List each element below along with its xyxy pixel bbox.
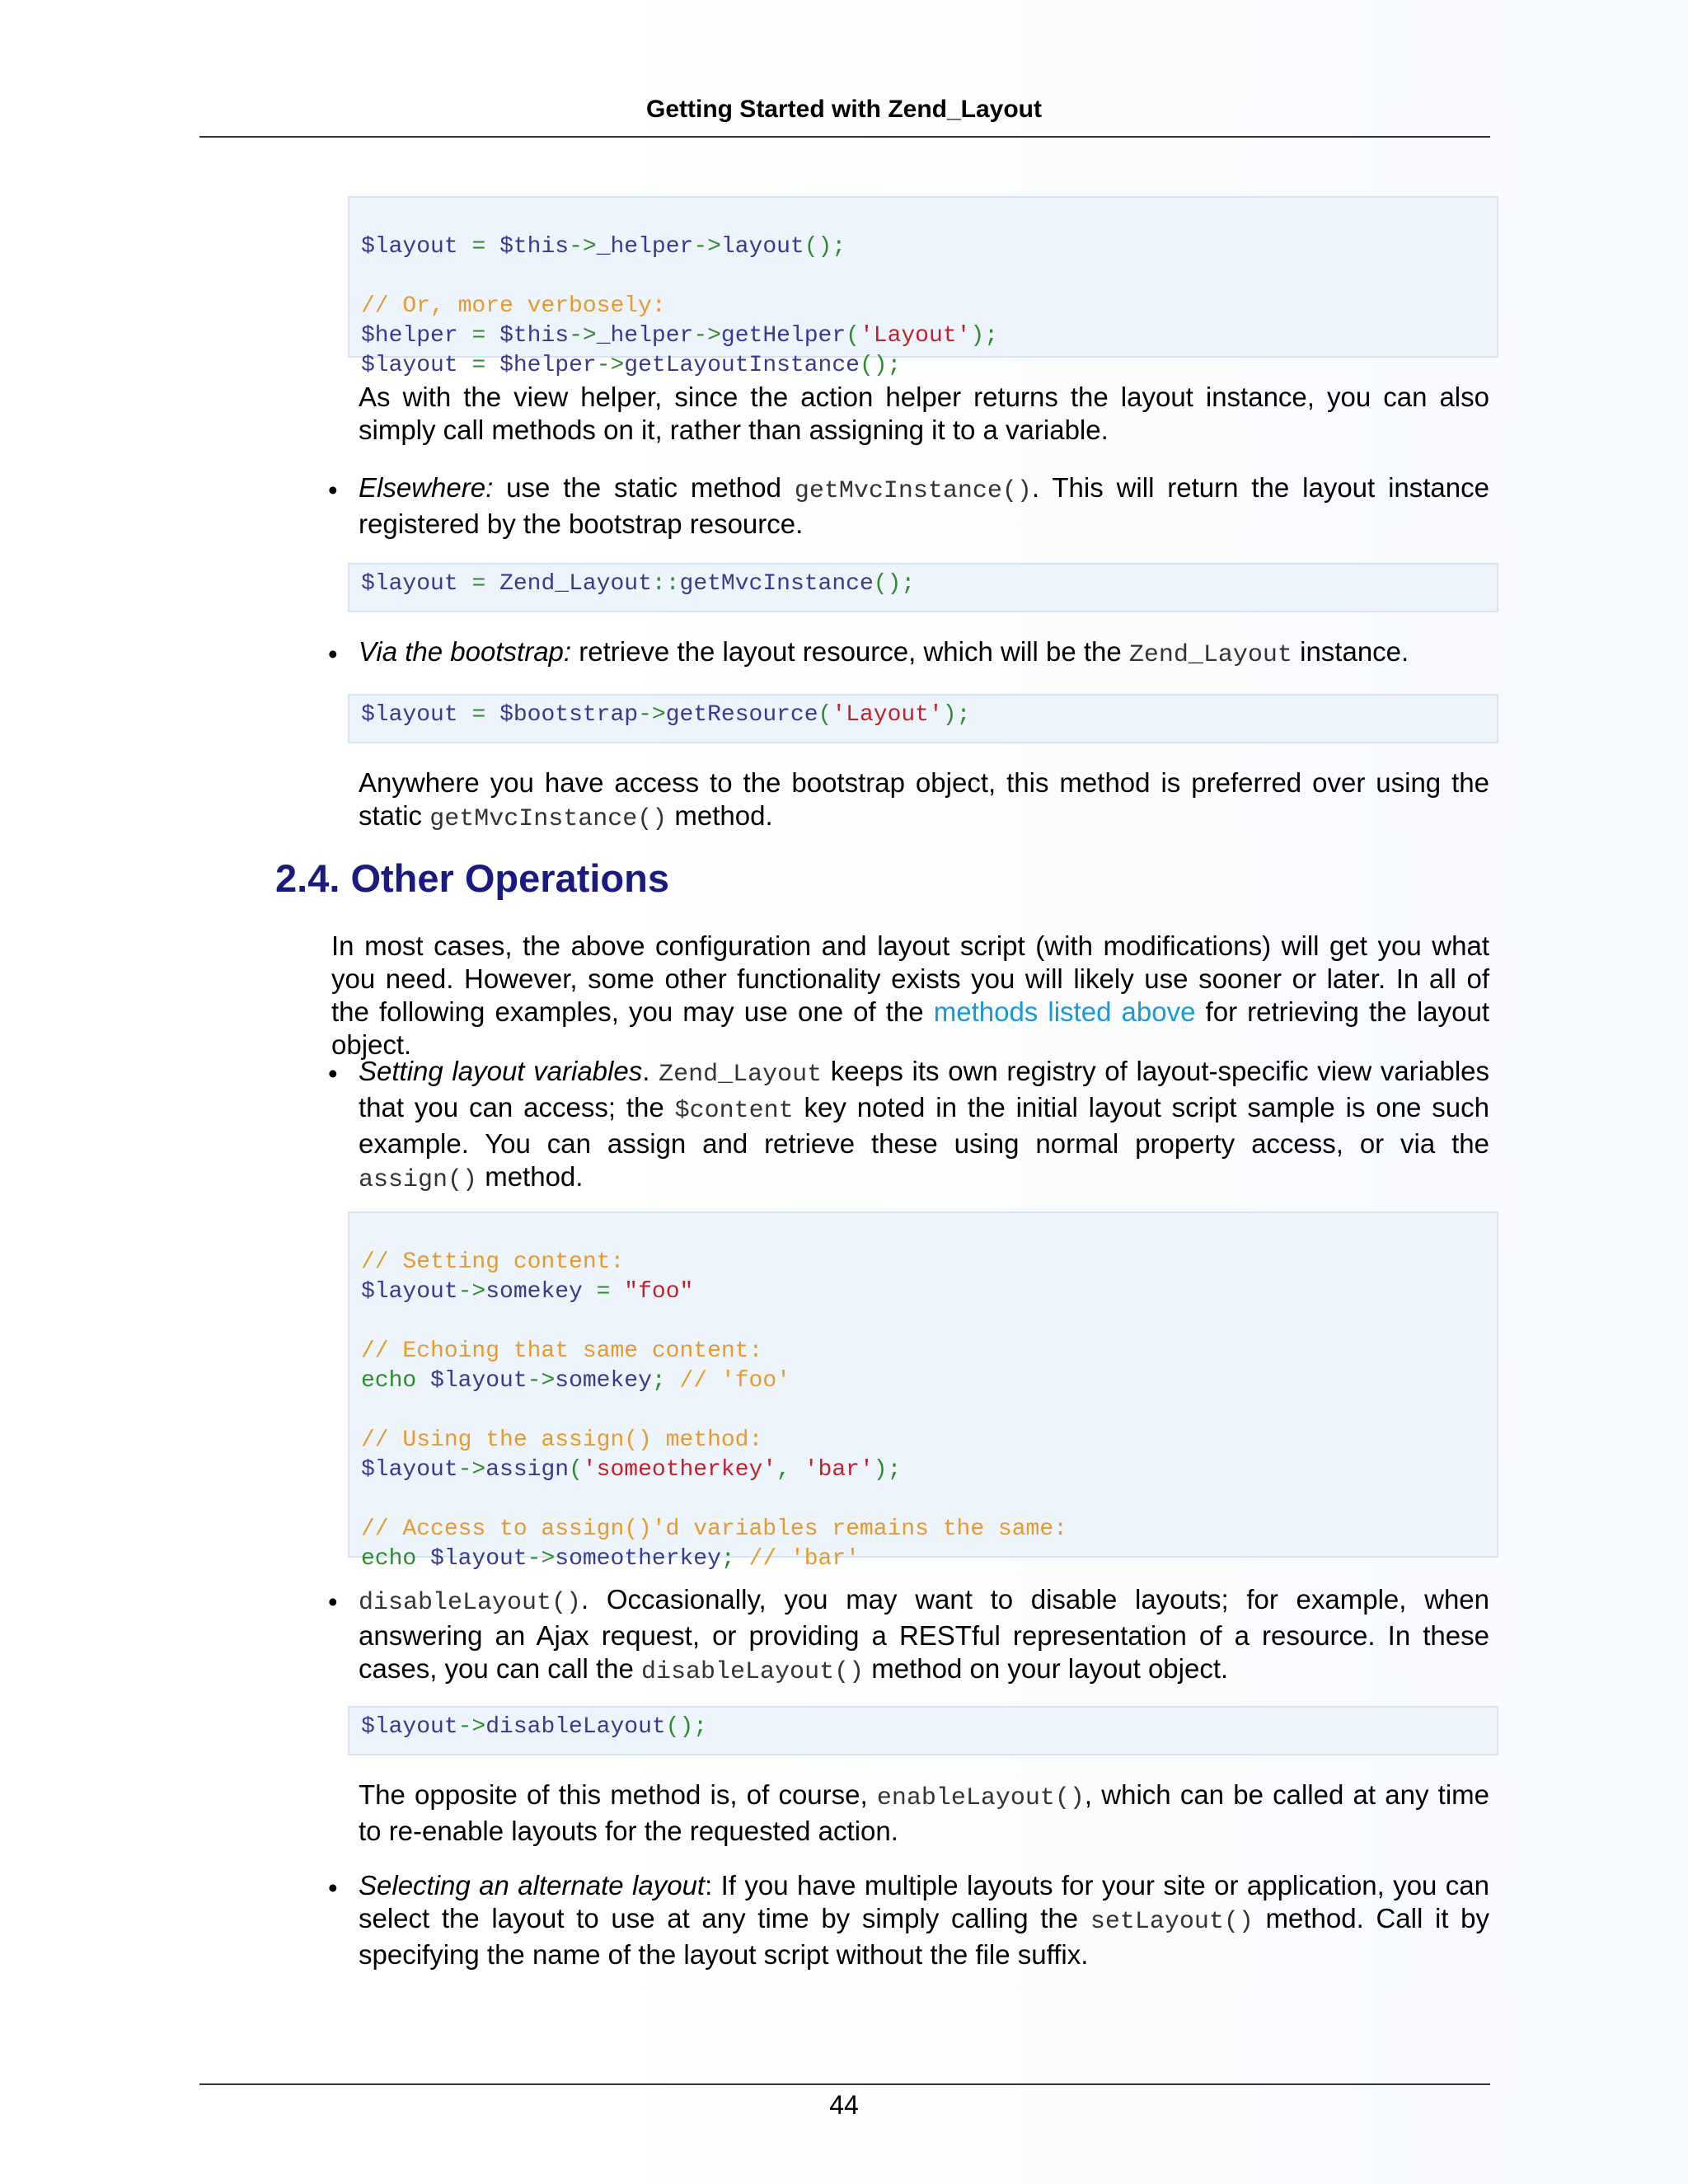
- code-line: echo $layout->somekey; // 'foo': [361, 1368, 790, 1394]
- bullet-text: method.: [477, 1161, 584, 1192]
- bullet-marker: •: [328, 475, 338, 505]
- bullet-text: method on your layout object.: [864, 1653, 1229, 1684]
- bullet-text: . This will return the layout instance registered by the bootstrap resource.: [359, 472, 1489, 539]
- paragraph-intro: [331, 930, 1489, 1062]
- bullet-marker: •: [328, 1586, 338, 1617]
- code-line: $layout = $bootstrap->getResource('Layout');: [361, 702, 971, 728]
- code-block-layout-variables: [348, 1212, 1498, 1572]
- inline-code: getMvcInstance(): [794, 477, 1032, 505]
- bullet-term: Selecting an alternate layout: [359, 1870, 706, 1900]
- inline-code: Zend_Layout: [1128, 641, 1292, 669]
- bullet-text: . Occasionally, you may want to disable layouts; for example, when answering an Ajax request, or providing a RESTful representation of a resource. In these cases, you can call the: [359, 1584, 1489, 1684]
- code-line: $layout->somekey = "foo": [361, 1279, 694, 1305]
- bullet-marker: •: [328, 1058, 338, 1089]
- inline-code: getMvcInstance(): [429, 805, 668, 833]
- bullet-text: instance.: [1292, 636, 1409, 667]
- footer-rule: [199, 2083, 1490, 2085]
- code-line: $layout = $helper->getLayoutInstance();: [361, 353, 902, 378]
- code-comment: // Or, more verbosely:: [361, 293, 666, 319]
- code-line: $helper = $this->_helper->getHelper('Layout');: [361, 323, 998, 349]
- code-block-getresource: [348, 694, 1498, 743]
- running-header: Getting Started with Zend_Layout: [645, 96, 1042, 123]
- paragraph-text: Anywhere you have access to the bootstrap object, this method is preferred over using the static: [359, 767, 1489, 831]
- paragraph-text: The opposite of this method is, of course,: [359, 1779, 877, 1810]
- code-comment: // Access to assign()'d variables remains the same:: [361, 1516, 1067, 1542]
- code-block-getmvcinstance: [348, 563, 1498, 612]
- inline-code: disableLayout(): [359, 1589, 582, 1617]
- inline-code: assign(): [359, 1166, 478, 1194]
- paragraph-text: for retrieving the layout object.: [331, 996, 1489, 1060]
- page-number: 44: [829, 2090, 859, 2120]
- bullet-text: use the static method: [493, 472, 795, 503]
- bullet-term: Via the bootstrap:: [359, 636, 572, 667]
- code-comment: // Echoing that same content:: [361, 1338, 763, 1364]
- bullet-elsewhere: [359, 471, 1489, 541]
- inline-code: enableLayout(): [876, 1784, 1085, 1812]
- bullet-text: key noted in the initial layout script sample is one such example. You can assign and retrieve these using normal property access, or via the: [359, 1092, 1489, 1159]
- inline-code: Zend_Layout: [659, 1061, 823, 1089]
- methods-listed-above-link[interactable]: methods listed above: [933, 996, 1196, 1027]
- bullet-text: keeps its own registry of layout-specific view variables that you can access; the: [359, 1056, 1489, 1122]
- bullet-selecting-layout: [359, 1869, 1489, 1971]
- paragraph-text: In most cases, the above configuration and layout script (with modifications) will get you what you need. However, some other functionality exists you will likely use sooner or later. In all of the following examples, you may use one of the: [331, 930, 1489, 1027]
- bullet-term: Elsewhere:: [359, 472, 494, 503]
- code-line: [361, 262, 1485, 292]
- code-line: [361, 1307, 1485, 1337]
- inline-code: disableLayout(): [641, 1658, 865, 1686]
- paragraph-opposite: [359, 1779, 1489, 1848]
- code-line: $layout = Zend_Layout::getMvcInstance();: [361, 571, 916, 597]
- bullet-marker: •: [328, 1872, 338, 1903]
- code-block-action-helper: [348, 196, 1498, 378]
- inline-code: setLayout(): [1090, 1908, 1254, 1936]
- section-heading: 2.4. Other Operations: [275, 856, 669, 900]
- header-rule: [199, 136, 1490, 138]
- bullet-text: method. Call it by specifying the name of the layout script without the file suffix.: [359, 1903, 1489, 1970]
- code-comment: // Using the assign() method:: [361, 1427, 763, 1453]
- bullet-text: retrieve the layout resource, which will be the: [571, 636, 1129, 667]
- code-line: $layout->assign('someotherkey', 'bar');: [361, 1457, 902, 1483]
- code-line: $layout = $this->_helper->layout();: [361, 234, 846, 260]
- code-line: $layout->disableLayout();: [361, 1714, 708, 1740]
- paragraph-text: method.: [667, 800, 773, 831]
- bullet-marker: •: [328, 639, 338, 669]
- code-line: [361, 1485, 1485, 1515]
- paragraph-action-helper: As with the view helper, since the action helper returns the layout instance, you can also simply call methods on it, rather than assigning it to a variable.: [359, 382, 1489, 445]
- code-comment: // Setting content:: [361, 1249, 625, 1275]
- bullet-setting-layout-variables: [359, 1055, 1489, 1197]
- bullet-disable-layout: [359, 1583, 1489, 1689]
- bullet-bootstrap: [359, 635, 1489, 672]
- paragraph-anywhere: [359, 766, 1489, 836]
- bullet-text: : If you have multiple layouts for your site or application, you can select the layout to use at any time by simply calling the: [359, 1870, 1489, 1933]
- bullet-term: Setting layout variables: [359, 1056, 643, 1086]
- inline-code: $content: [674, 1097, 794, 1125]
- paragraph-text: , which can be called at any time to re-enable layouts for the requested action.: [359, 1779, 1489, 1846]
- code-line: [361, 1396, 1485, 1426]
- bullet-text: .: [642, 1056, 659, 1086]
- code-line: echo $layout->someotherkey; // 'bar': [361, 1546, 860, 1572]
- code-block-disablelayout: [348, 1706, 1498, 1755]
